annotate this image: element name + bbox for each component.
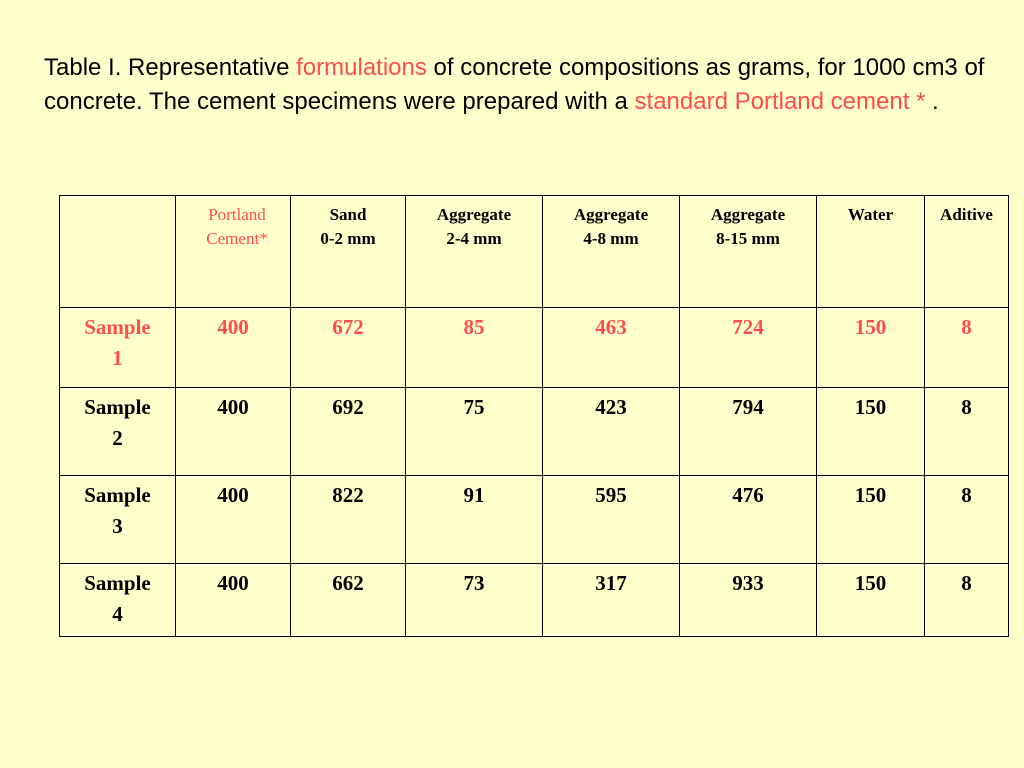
cell-portland-cement: 400 [176,564,291,637]
header-cell-empty [60,196,176,308]
cell-aditive: 8 [925,308,1009,388]
cell-portland-cement: 400 [176,388,291,476]
table-row [60,308,1009,388]
cell-portland-cement: 400 [176,476,291,564]
cell-aditive: 8 [925,476,1009,564]
cell-water: 150 [817,476,925,564]
header-cell-aggregate-4-8: Aggregate 4-8 mm [543,196,680,308]
cell-sand: 692 [291,388,406,476]
cell-sand: 822 [291,476,406,564]
cell-aggregate-2-4: 85 [406,308,543,388]
cell-portland-cement: 400 [176,308,291,388]
header-cell-portland-cement: Portland Cement* [176,196,291,308]
cell-aggregate-8-15: 476 [680,476,817,564]
header-cell-aggregate-8-15: Aggregate 8-15 mm [680,196,817,308]
cell-aggregate-2-4: 73 [406,564,543,637]
cell-aggregate-8-15: 933 [680,564,817,637]
row-label: Sample 2 [60,388,176,476]
header-cell-aditive: Aditive [925,196,1009,308]
cell-aggregate-4-8: 595 [543,476,680,564]
header-cell-water: Water [817,196,925,308]
row-label: Sample 1 [60,308,176,388]
row-label: Sample 3 [60,476,176,564]
cell-sand: 672 [291,308,406,388]
cell-aggregate-4-8: 423 [543,388,680,476]
caption-highlight-formulations: formulations [296,54,427,81]
cell-aggregate-4-8: 463 [543,308,680,388]
caption-highlight-cement: standard Portland cement * [634,88,926,115]
cell-aggregate-2-4: 91 [406,476,543,564]
caption-text-2: of concrete compositions as grams, for 1000 cm3 of concrete. The cement specimens were prepared with a [44,54,985,115]
cell-water: 150 [817,308,925,388]
table-row [60,564,1009,637]
caption-text-3: . [925,88,939,115]
cell-aditive: 8 [925,388,1009,476]
cell-aggregate-8-15: 794 [680,388,817,476]
table-row [60,476,1009,564]
table-caption [44,51,1004,119]
caption-text-1: Table I. Representative [44,54,297,81]
table-header-row [60,196,1009,308]
cell-aggregate-2-4: 75 [406,388,543,476]
table-row [60,388,1009,476]
cell-aditive: 8 [925,564,1009,637]
cell-water: 150 [817,564,925,637]
row-label: Sample 4 [60,564,176,637]
cell-aggregate-4-8: 317 [543,564,680,637]
formulations-table [59,195,1009,637]
header-cell-sand: Sand 0-2 mm [291,196,406,308]
cell-aggregate-8-15: 724 [680,308,817,388]
header-cell-aggregate-2-4: Aggregate 2-4 mm [406,196,543,308]
cell-sand: 662 [291,564,406,637]
cell-water: 150 [817,388,925,476]
